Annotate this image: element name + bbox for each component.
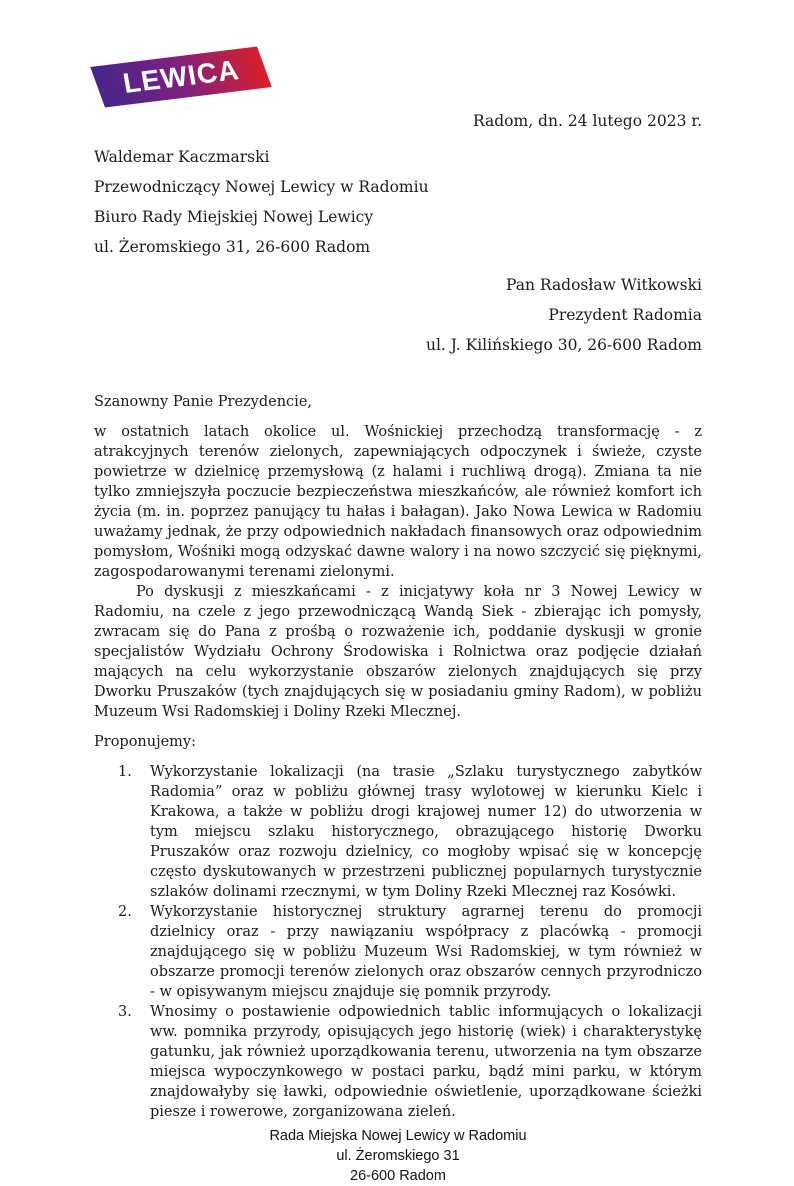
date-line: Radom, dn. 24 lutego 2023 r. (472, 112, 702, 130)
paragraph-2: Po dyskusji z mieszkańcami - z inicjatywy koła nr 3 Nowej Lewicy w Radomiu, na czele z jego przewodniczącą Wandą Siek - zbierając ich pomysły, zwracam się do Pana z prośbą o rozważenie ich, poddanie dyskusji w gronie specjalistów Wydziału Ochrony Środowiska i Rolnictwa oraz podjęcie działań mających na celu wykorzystanie obszarów zielonych znajdujących się przy Dworku Pruszaków (tych znajdujących się w posiadaniu gminy Radom), w pobliżu Muzeum Wsi Radomskiej i Doliny Rzeki Mlecznej. (94, 584, 702, 720)
footer-org: Rada Miejska Nowej Lewicy w Radomiu (269, 1128, 527, 1144)
proposal-item-1 (94, 762, 702, 902)
footer-city: 26-600 Radom (350, 1168, 446, 1184)
proposal-number: 2. (118, 904, 132, 920)
recipient-address: ul. J. Kilińskiego 30, 26-600 Radom (425, 336, 702, 354)
paragraph-1: w ostatnich latach okolice ul. Wośnickiej przechodzą transformację - z atrakcyjnych terenów zielonych, zapewniających odpoczynek i świeże, czyste powietrze w dzielnicę przemysłową (z halami i ruchliwą drogą). Zmiana ta nie tylko zmniejszyła poczucie bezpieczeństwa mieszkańców, ale również komfort ich życia (m. in. poprzez panujący tu hałas i bałagan). Jako Nowa Lewica w Radomiu uważamy jednak, że przy odpowiednich nakładach finansowych oraz odpowiednim pomysłom, Wośniki mogą odzyskać dawne walory i na nowo szczycić się pięknymi, zagospodarowanymi terenami zielonymi. (94, 424, 702, 580)
recipient-block (94, 270, 702, 360)
salutation: Szanowny Panie Prezydencie, (94, 394, 313, 410)
proposal-text: Wykorzystanie historycznej struktury agrarnej terenu do promocji dzielnicy oraz - przy nawiązaniu współpracy z placówką - promocji znajdującego się w pobliżu Muzeum Wsi Radomskiej, w tym również w obszarze promocji terenów zielonych oraz obszarów cennych przyrodniczo - w opisywanym miejscu znajduje się pomnik przyrody. (150, 904, 702, 1000)
sender-office: Biuro Rady Miejskiej Nowej Lewicy (94, 208, 374, 226)
sender-address: ul. Żeromskiego 31, 26-600 Radom (94, 238, 371, 256)
sender-block (94, 142, 702, 262)
proposal-item-3 (94, 1002, 702, 1122)
proposal-text: Wykorzystanie lokalizacji (na trasie „Szlaku turystycznego zabytków Radomia” oraz w pobliżu głównej trasy wylotowej w kierunku Kielc i Krakowa, a także w pobliżu drogi krajowej numer 12) do utworzenia w tym miejscu szlaku historycznego, obrazującego historię Dworku Pruszaków oraz rozwoju dzielnicy, co mogłoby wpisać się w koncepcję często dyskutowanych w przestrzeni publicznej popularnych turystycznie szlaków dolinami rzecznymi, w tym Doliny Rzeki Mlecznej raz Kosówki. (150, 764, 702, 900)
recipient-name: Pan Radosław Witkowski (506, 276, 702, 294)
proposals-intro: Proponujemy: (94, 734, 197, 750)
footer-block (94, 1126, 702, 1186)
sender-title: Przewodniczący Nowej Lewicy w Radomiu (94, 178, 429, 196)
proposals-list (94, 762, 702, 1122)
sender-name: Waldemar Kaczmarski (94, 148, 270, 166)
proposal-number: 1. (118, 764, 132, 780)
proposal-item-2 (94, 902, 702, 1002)
proposal-number: 3. (118, 1004, 132, 1020)
recipient-title: Prezydent Radomia (548, 306, 702, 324)
footer-street: ul. Żeromskiego 31 (336, 1148, 460, 1164)
lewica-logo-text: LEWICA (120, 54, 242, 99)
proposal-text: Wnosimy o postawienie odpowiednich tablic informujących o lokalizacji ww. pomnika przyrody, opisujących jego historię (wiek) i charakterystykę gatunku, jak również uporządkowania terenu, utworzenia na tym obszarze miejsca wypoczynkowego w postaci parku, bądź mini parku, w którym znajdowałyby się ławki, odpowiednie oświetlenie, uporządkowane ścieżki piesze i rowerowe, zorganizowana zieleń. (150, 1004, 702, 1120)
